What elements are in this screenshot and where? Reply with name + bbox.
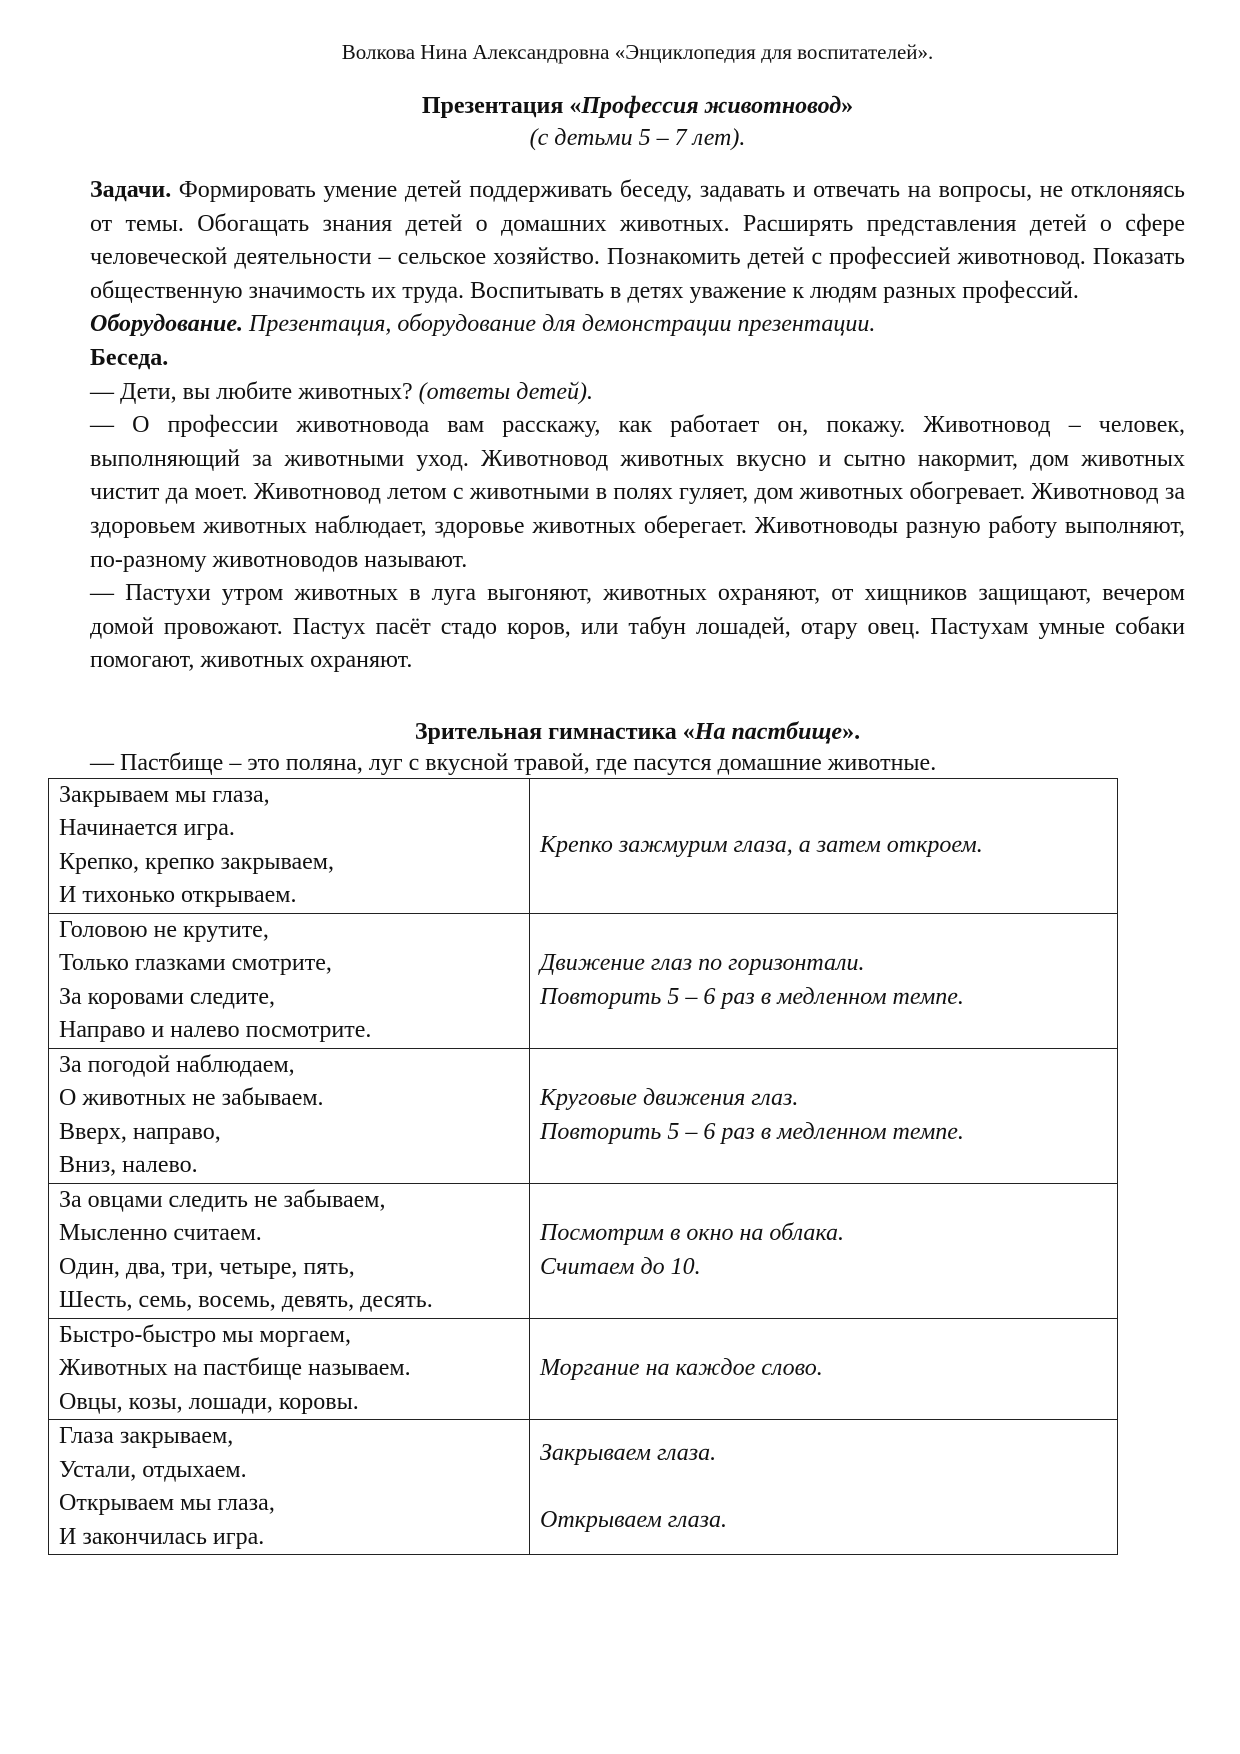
verse-line: За коровами следите,	[59, 983, 275, 1010]
action-cell	[530, 1420, 1118, 1555]
action-line: Открываем глаза.	[540, 1506, 727, 1533]
verse-line: Открываем мы глаза,	[59, 1490, 275, 1517]
verse-line: Направо и налево посмотрите.	[59, 1017, 372, 1044]
conversation-label: Беседа.	[90, 344, 169, 371]
verse-line: И тихонько открываем.	[59, 882, 297, 909]
conversation-paragraph-1: — О профессии животновода вам расскажу, как работает он, покажу. Животновод – человек, выполняющий за животными уход. Животновод животных вкусно и сытно накормит, дом животных чистит да моет. Животновод летом с животными в полях гуляет, дом животных обогревает. Животновод за здоровьем животных наблюдает, здоровье животных оберегает. Животноводы разную работу выполняют, по-разному животноводов называют.	[90, 412, 1185, 573]
verse-line: Овцы, козы, лошади, коровы.	[59, 1388, 359, 1415]
question-text: — Дети, вы любите животных?	[90, 378, 419, 405]
gymnastics-title-name: На пастбище	[694, 718, 843, 745]
verse-line: Один, два, три, четыре, пять,	[59, 1253, 355, 1280]
verse-line: Мысленно считаем.	[59, 1220, 262, 1247]
action-cell	[530, 1183, 1118, 1318]
verse-line: За погодой наблюдаем,	[59, 1051, 295, 1078]
action-line: Круговые движения глаз.	[540, 1085, 799, 1112]
page-header: Волкова Нина Александровна «Энциклопедия для воспитателей».	[341, 40, 934, 64]
equipment-text: Презентация, оборудование для демонстрации презентации.	[243, 311, 876, 338]
equipment-paragraph	[90, 308, 1185, 342]
verse-line: Глаза закрываем,	[59, 1423, 234, 1450]
tasks-label: Задачи.	[90, 177, 172, 203]
action-line: Считаем до 10.	[540, 1253, 701, 1280]
question-note: (ответы детей).	[418, 378, 594, 405]
table-row	[49, 1048, 1118, 1183]
verse-line: О животных не забываем.	[59, 1085, 324, 1112]
verse-cell	[49, 1048, 530, 1183]
document-title	[90, 90, 1185, 122]
verse-cell	[49, 778, 530, 913]
action-line: Моргание на каждое слово.	[540, 1355, 823, 1382]
tasks-text: Формировать умение детей поддерживать беседу, задавать и отвечать на вопросы, не отклоняясь от темы. Обогащать знания детей о домашних животных. Расширять представления детей о сфере человеческой деятельности – сельское хозяйство. Познакомить детей с профессией животновод. Показать общественную значимость их труда. Воспитывать в детях уважение к людям разных профессий.	[90, 177, 1185, 304]
action-cell	[530, 913, 1118, 1048]
table-row	[49, 1318, 1118, 1420]
title-name: Профессия животновод	[581, 93, 842, 119]
action-line: Повторить 5 – 6 раз в медленном темпе.	[540, 1118, 964, 1145]
verse-line: За овцами следить не забываем,	[59, 1186, 386, 1213]
action-cell	[530, 1318, 1118, 1420]
verse-line: Начинается игра.	[59, 815, 235, 842]
action-gap	[540, 1471, 1107, 1504]
verse-line: Крепко, крепко закрываем,	[59, 848, 334, 875]
action-line: Крепко зажмурим глаза, а затем откроем.	[540, 832, 983, 859]
conversation-question	[90, 376, 1185, 410]
table-row	[49, 778, 1118, 913]
document-page	[59, 38, 1185, 1555]
verse-line: Вниз, налево.	[59, 1152, 198, 1179]
verse-cell	[49, 1420, 530, 1555]
action-cell	[530, 778, 1118, 913]
verse-cell	[49, 1183, 530, 1318]
conversation-paragraph-2: — Пастухи утром животных в луга выгоняют, животных охраняют, от хищников защищают, вечером домой провожают. Пастух пасёт стадо коров, или табун лошадей, отару овец. Пастухам умные собаки помогают, животных охраняют.	[90, 580, 1185, 674]
verse-line: Только глазками смотрите,	[59, 950, 332, 977]
verse-line: И закончилась игра.	[59, 1523, 265, 1550]
action-line: Движение глаз по горизонтали.	[540, 950, 865, 977]
title-prefix: Презентация «	[421, 93, 582, 119]
action-line: Повторить 5 – 6 раз в медленном темпе.	[540, 983, 964, 1010]
gymnastics-table	[48, 778, 1118, 1556]
verse-line: Закрываем мы глаза,	[59, 781, 270, 808]
verse-line: Животных на пастбище называем.	[59, 1355, 411, 1382]
document-subtitle: (с детьми 5 – 7 лет).	[529, 125, 746, 151]
gymnastics-title-prefix: Зрительная гимнастика «	[414, 718, 695, 745]
title-suffix: »	[841, 93, 854, 119]
tasks-paragraph	[90, 174, 1185, 308]
gymnastics-intro: — Пастбище – это поляна, луг с вкусной травой, где пасутся домашние животные.	[90, 749, 937, 776]
verse-line: Устали, отдыхаем.	[59, 1456, 247, 1483]
action-line: Закрываем глаза.	[540, 1440, 717, 1467]
verse-cell	[49, 913, 530, 1048]
action-line: Посмотрим в окно на облака.	[540, 1220, 844, 1247]
verse-cell	[49, 1318, 530, 1420]
verse-line: Вверх, направо,	[59, 1118, 221, 1145]
verse-line: Головою не крутите,	[59, 916, 269, 943]
table-row	[49, 913, 1118, 1048]
verse-line: Быстро-быстро мы моргаем,	[59, 1321, 351, 1348]
gymnastics-title	[90, 716, 1185, 748]
gymnastics-title-suffix: ».	[842, 718, 861, 745]
table-row	[49, 1420, 1118, 1555]
table-row	[49, 1183, 1118, 1318]
verse-line: Шесть, семь, восемь, девять, десять.	[59, 1287, 433, 1314]
equipment-label: Оборудование.	[90, 311, 244, 338]
action-cell	[530, 1048, 1118, 1183]
